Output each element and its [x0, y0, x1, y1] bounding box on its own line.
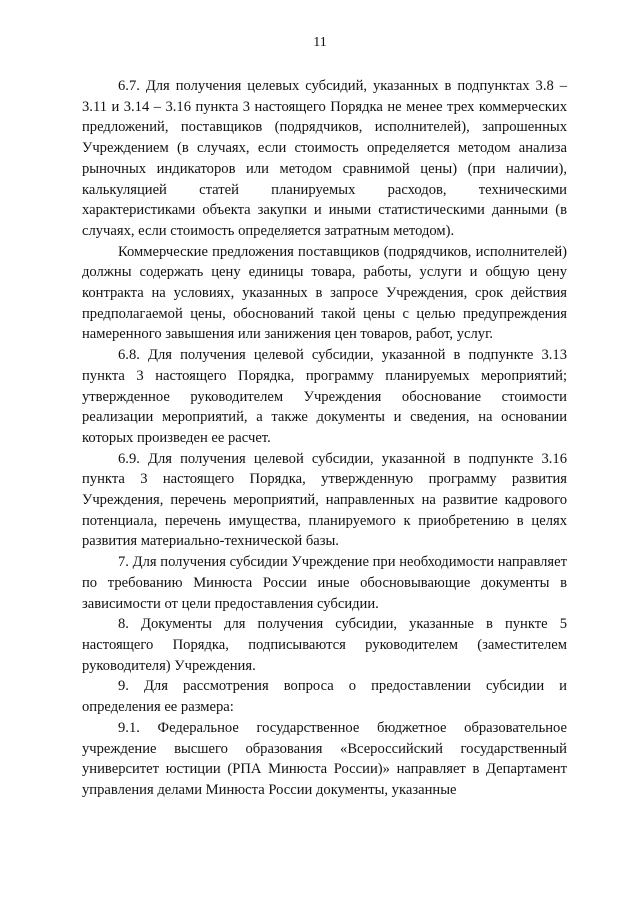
paragraph-commercial-offers: Коммерческие предложения поставщиков (подрядчиков, исполнителей) должны содержать цену единицы товара, работы, услуги и общую цену контракта на условиях, указанных в запросе Учреждения, срок действия предполагаемой цены, обоснований такой цены с целью предупреждения намеренного завышения или занижения цен товаров, работ, услуг.	[82, 243, 567, 343]
document-body	[82, 76, 567, 801]
paragraph-9-1: 9.1. Федеральное государственное бюджетное образовательное учреждение высшего образования «Всероссийский государственный университет юстиции (РПА Минюста России)» направляет в Департамент управления делами Минюста России документы, указанные	[82, 719, 567, 798]
page-number: 11	[313, 35, 327, 50]
paragraph-8: 8. Документы для получения субсидии, указанные в пункте 5 настоящего Порядка, подписываются руководителем (заместителем руководителя) Учреждения.	[82, 616, 567, 674]
paragraph-6-7: 6.7. Для получения целевых субсидий, указанных в подпунктах 3.8 – 3.11 и 3.14 – 3.16 пункта 3 настоящего Порядка не менее трех коммерческих предложений, поставщиков (подрядчиков, исполнителей), запрошенных Учреждением (в случаях, если стоимость определяется методом анализа рыночных индикаторов или методом сравнимой цены) (при наличии), калькуляцией статей планируемых расходов, техническими характеристиками объекта закупки и иными статистическими данными (в случаях, если стоимость определяется затратным методом).	[82, 78, 567, 239]
paragraph-9: 9. Для рассмотрения вопроса о предоставлении субсидии и определения ее размера:	[82, 678, 567, 716]
paragraph-7: 7. Для получения субсидии Учреждение при необходимости направляет по требованию Минюста России иные обосновывающие документы в зависимости от цели предоставления субсидии.	[82, 554, 567, 612]
paragraph-6-9: 6.9. Для получения целевой субсидии, указанной в подпункте 3.16 пункта 3 настоящего Порядка, утвержденную программу развития Учреждения, перечень мероприятий, направленных на развитие кадрового потенциала, перечень имущества, планируемого к приобретению в целях развития материально-технической базы.	[82, 450, 567, 550]
paragraph-6-8: 6.8. Для получения целевой субсидии, указанной в подпункте 3.13 пункта 3 настоящего Порядка, программу планируемых мероприятий; утвержденное руководителем Учреждения обоснование стоимости реализации мероприятий, а также документы и сведения, на основании которых произведен ее расчет.	[82, 347, 567, 446]
